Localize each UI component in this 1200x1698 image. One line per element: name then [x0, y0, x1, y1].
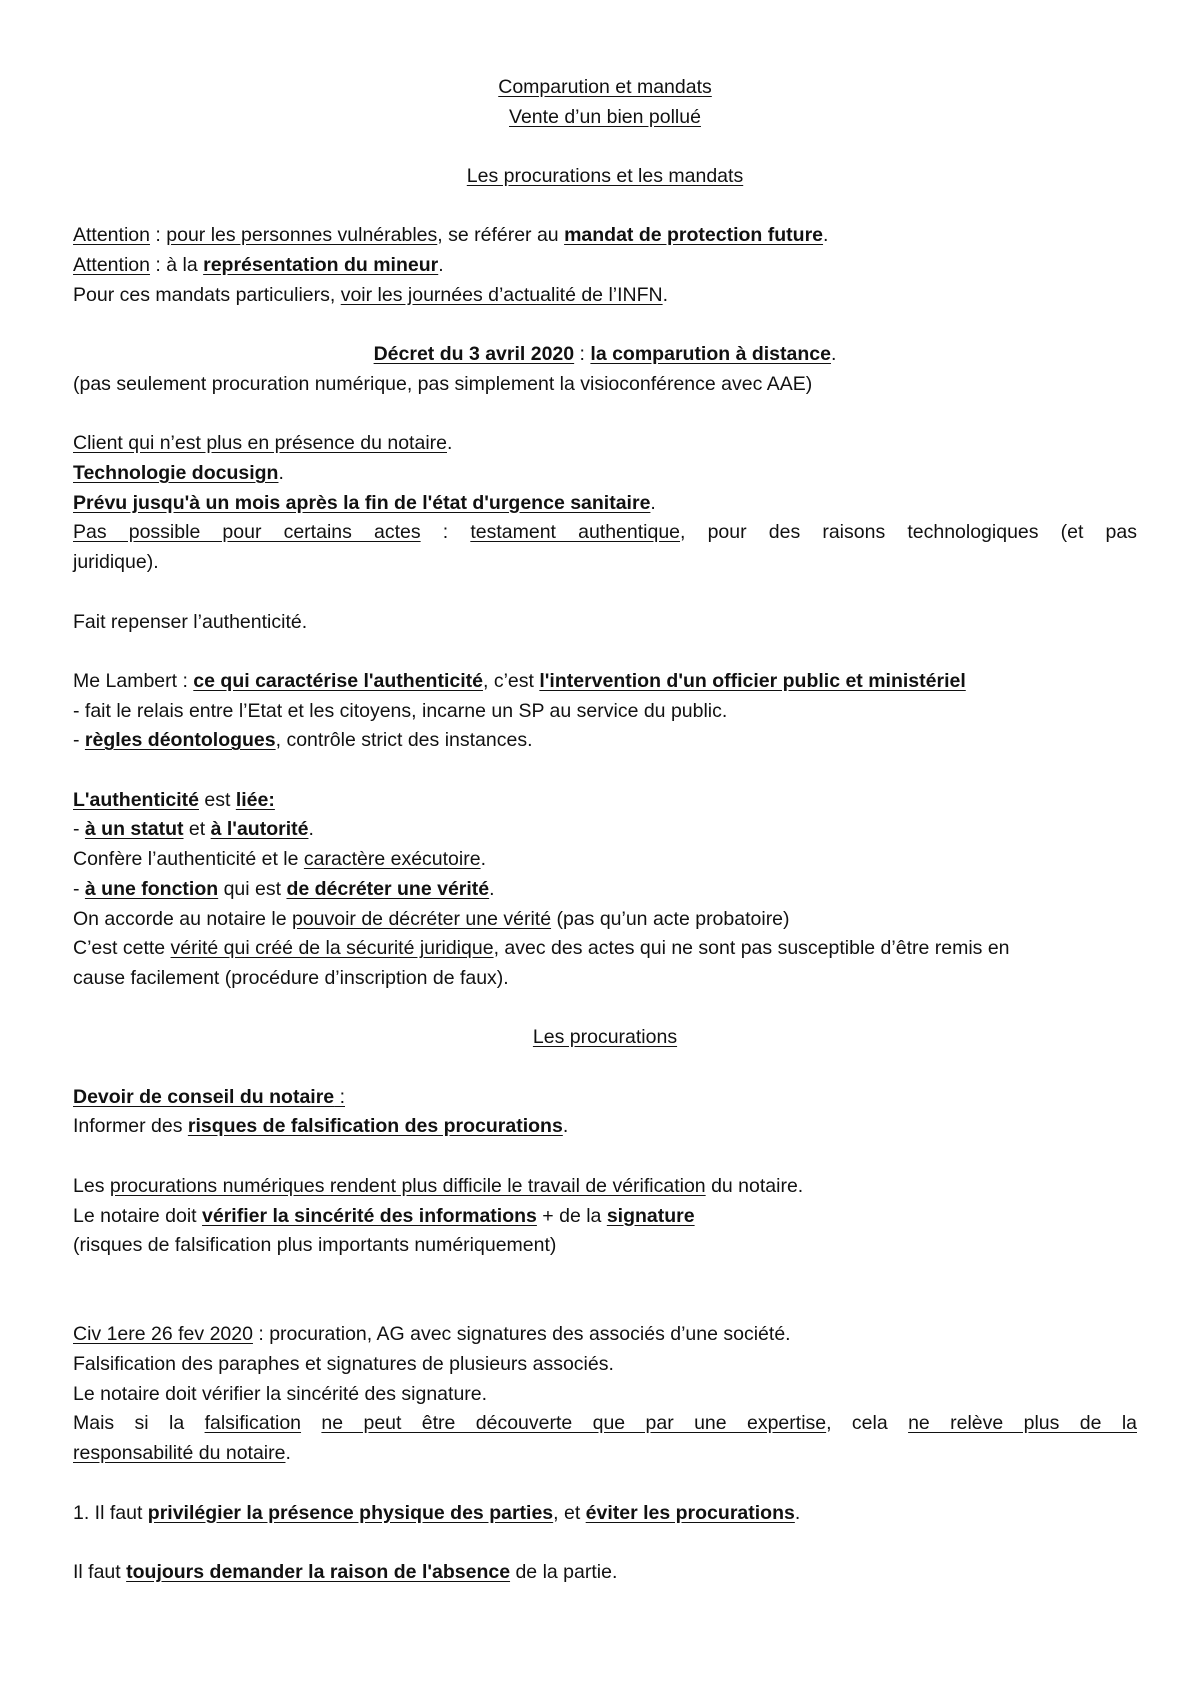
liee-line-3 [73, 845, 1137, 875]
text: . [823, 224, 829, 247]
text: . [794, 1501, 801, 1524]
text: - [73, 877, 85, 900]
section-heading-procurations: Les procurations [532, 1026, 678, 1049]
text: : procuration, AG avec signatures des associés d’une société. [252, 1323, 791, 1346]
text-underlined: responsabilité du notaire [73, 1442, 286, 1465]
section-heading-mandats: Les procurations et les mandats [466, 165, 744, 188]
devoir-line-2 [73, 1112, 1137, 1142]
text: . [662, 283, 669, 306]
text-emphasis: à un statut [84, 818, 184, 841]
text-emphasis: à une fonction [84, 877, 219, 900]
text: du notaire. [705, 1174, 804, 1197]
text: Mais si la [73, 1412, 205, 1435]
conclusion-line-1 [73, 1499, 1137, 1529]
liee-line-2 [73, 815, 1137, 845]
client-line-5: juridique). [73, 551, 159, 574]
text-emphasis: privilégier la présence physique des parties [147, 1501, 554, 1524]
text: Informer des [73, 1115, 188, 1138]
text: - [73, 729, 85, 752]
text: : [574, 343, 591, 366]
numeriques-line-3: (risques de falsification plus importants numériquement) [73, 1234, 557, 1257]
text: (pas qu’un acte probatoire) [551, 907, 790, 930]
civ-line-5 [73, 1439, 1137, 1469]
civ-line-2: Falsification des paraphes et signatures de plusieurs associés. [73, 1353, 614, 1376]
section-heading-procurations-line [73, 1023, 1137, 1053]
attention-line-1 [73, 221, 1137, 251]
text: 1. Il faut [73, 1501, 148, 1524]
text: + de la [536, 1204, 607, 1227]
text: , se référer au [437, 224, 565, 247]
liee-line-5 [73, 905, 1137, 935]
text: . [830, 343, 837, 366]
text-emphasis: ce qui caractérise l'authenticité [193, 669, 483, 692]
client-line-4 [73, 518, 1137, 548]
text: . [308, 818, 314, 841]
text: , c’est [482, 669, 540, 692]
text-emphasis: Technologie docusign [73, 462, 279, 485]
decret-line [73, 340, 1137, 370]
text-underlined: Pas possible pour certains actes [73, 521, 421, 544]
conclusion-line-2 [73, 1558, 1137, 1588]
attention-label: Attention [73, 224, 150, 247]
text: - [73, 818, 85, 841]
text: de la partie. [510, 1560, 618, 1583]
text [301, 1412, 321, 1434]
text: Me Lambert : [73, 669, 194, 692]
text-emphasis: vérifier la sincérité des informations [202, 1204, 537, 1227]
text: On accorde au notaire le [73, 907, 292, 930]
client-line-2 [73, 459, 1137, 489]
decret-date: Décret du 3 avril 2020 [373, 343, 575, 366]
text: Confère l’authenticité et le [73, 848, 304, 871]
text: , pour des raisons technologiques (et pas [680, 521, 1137, 544]
text-underlined: Client qui n’est plus en présence du notaire [73, 432, 447, 455]
text-underlined: pour les personnes vulnérables [166, 224, 438, 247]
text: , avec des actes qui ne sont pas susceptible d’être remis en [493, 937, 1010, 960]
numeriques-line-1 [73, 1172, 1137, 1202]
lambert-line-1 [73, 667, 1137, 697]
text: : [149, 224, 167, 247]
lambert-line-2: - fait le relais entre l’Etat et les citoyens, incarne un SP au service du public. [73, 699, 728, 722]
document-body [73, 73, 1137, 1588]
client-line-3 [73, 489, 1137, 519]
text-emphasis: l'intervention d'un officier public et ministériel [539, 669, 966, 692]
decret-note: (pas seulement procuration numérique, pas simplement la visioconférence avec AAE) [73, 372, 813, 395]
text: . [285, 1442, 291, 1465]
repenser-line: Fait repenser l’authenticité. [73, 610, 308, 633]
document-subtitle: Vente d’un bien pollué [509, 105, 701, 128]
lambert-line-3 [73, 726, 1137, 756]
attention-line-3 [73, 281, 1137, 311]
civ-line-1 [73, 1320, 1137, 1350]
text-emphasis: toujours demander la raison de l'absence [126, 1560, 511, 1583]
text-emphasis: représentation du mineur [203, 254, 439, 277]
text-emphasis: signature [606, 1204, 695, 1227]
text-emphasis: règles déontologues [84, 729, 276, 752]
attention-label: Attention [73, 254, 150, 277]
text-emphasis: de décréter une vérité [286, 877, 490, 900]
text: . [489, 877, 495, 900]
text: et [183, 818, 211, 841]
text-emphasis: la comparution à distance [590, 343, 831, 366]
liee-line-7: cause facilement (procédure d’inscription de faux). [73, 966, 509, 989]
client-line-1 [73, 429, 1137, 459]
text-emphasis: L'authenticité [73, 788, 199, 811]
text: , contrôle strict des instances. [275, 729, 533, 752]
text: Les [73, 1174, 110, 1197]
liee-line-6 [73, 934, 1137, 964]
text: , cela [826, 1412, 909, 1435]
text-underlined: pouvoir de décréter une vérité [291, 907, 552, 930]
text-underlined: vérité qui créé de la sécurité juridique [170, 937, 494, 960]
text-underlined: testament authentique [470, 521, 681, 544]
text: . [447, 432, 453, 455]
text: . [562, 1115, 569, 1138]
text: : [420, 521, 471, 544]
text: Pour ces mandats particuliers, [73, 283, 341, 306]
text-underlined: ne peut être découverte que par une expertise [321, 1412, 827, 1435]
section-heading-mandats-line [73, 162, 1137, 192]
text: : à la [149, 254, 204, 277]
text-underlined: procurations numériques rendent plus difficile le travail de vérification [109, 1174, 706, 1197]
text: . [480, 848, 486, 871]
liee-line-1 [73, 786, 1137, 816]
liee-line-4 [73, 875, 1137, 905]
civ-line-3: Le notaire doit vérifier la sincérité des signature. [73, 1382, 488, 1405]
text: . [278, 462, 284, 485]
text: Il faut [73, 1560, 127, 1583]
text-emphasis: éviter les procurations [585, 1501, 795, 1524]
title-line-1 [73, 73, 1137, 103]
text-emphasis: Devoir de conseil du notaire [73, 1085, 335, 1108]
text-emphasis: Prévu jusqu'à un mois après la fin de l'état d'urgence sanitaire [73, 491, 651, 514]
text: Le notaire doit [73, 1204, 203, 1227]
text-underlined: voir les journées d’actualité de l’INFN [340, 283, 663, 306]
text: est [198, 788, 236, 811]
civ-line-4 [73, 1409, 1137, 1439]
title-line-2 [73, 103, 1137, 133]
text: qui est [218, 877, 287, 900]
text: , et [553, 1501, 586, 1524]
text-emphasis: mandat de protection future [564, 224, 824, 247]
text: . [438, 254, 444, 277]
text-underlined: caractère exécutoire [303, 848, 481, 871]
attention-line-2 [73, 251, 1137, 281]
document-title: Comparution et mandats [498, 76, 712, 98]
devoir-line-1 [73, 1083, 1137, 1113]
text-underlined: : [334, 1085, 345, 1108]
text-emphasis: à l'autorité [210, 818, 309, 841]
text-emphasis: risques de falsification des procurations [187, 1115, 563, 1138]
case-reference: Civ 1ere 26 fev 2020 [73, 1323, 253, 1346]
text-emphasis: liée: [235, 788, 275, 811]
text: C’est cette [73, 937, 171, 960]
text-underlined: falsification [204, 1412, 302, 1435]
text-underlined: ne relève plus de la [908, 1412, 1137, 1435]
numeriques-line-2 [73, 1202, 1137, 1232]
text: . [650, 491, 656, 514]
